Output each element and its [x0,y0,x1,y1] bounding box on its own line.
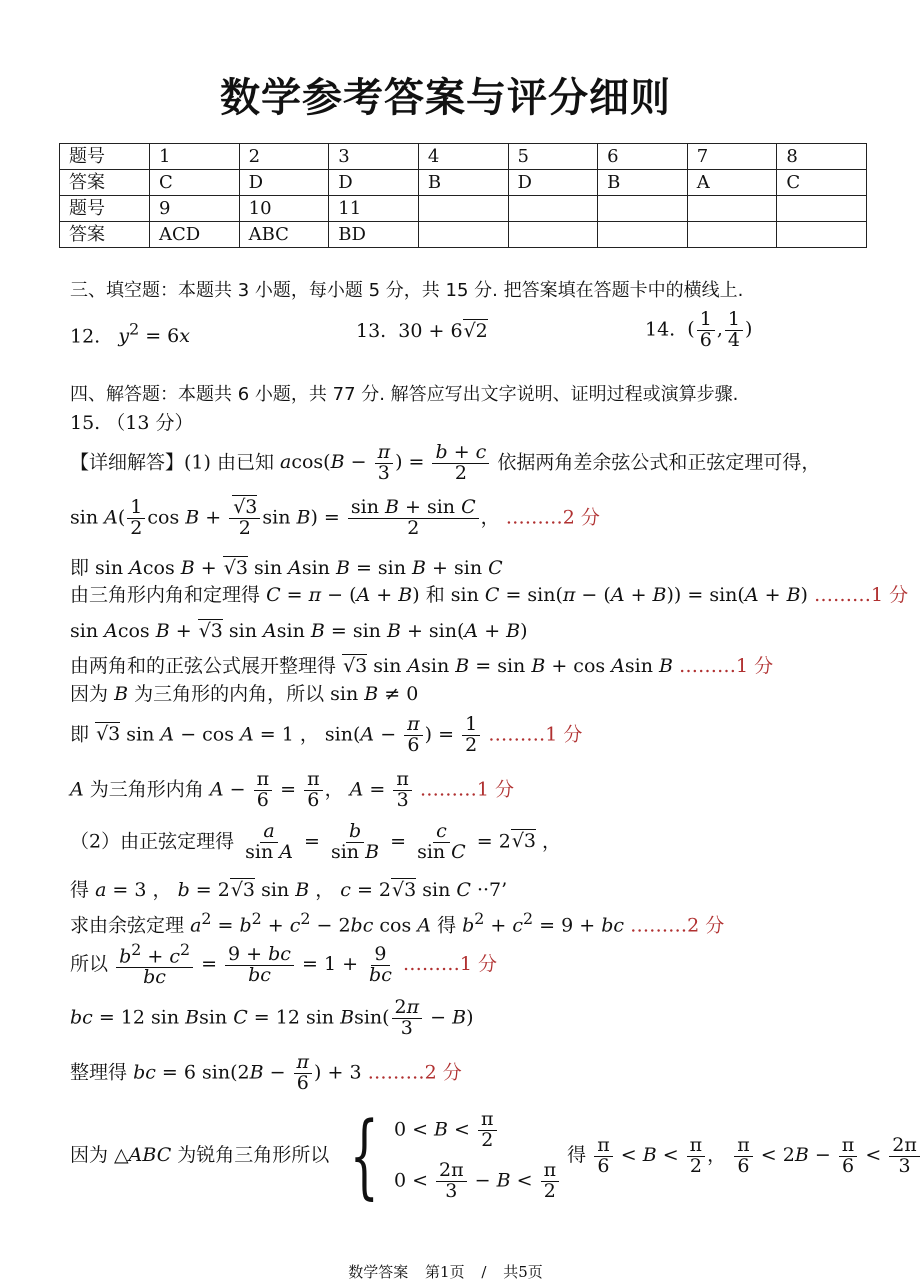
step-7: 因为 B 为三角形的内角，所以 sin B ≠ 0 [70,683,419,705]
step-8: 即 √3 sin A − cos A = 1 ， sin(A − $\frac{\pi}{6}$ ) = $\frac{1}{2}$ ………1 分 [70,713,583,756]
step-6: 由两角和的正弦公式展开整理得 √3 sin Asin B = sin B + cos Asin B ………1 分 [70,655,774,677]
table-cell [508,196,598,222]
table-row-header: 答案 [60,170,150,196]
table-cell [687,196,777,222]
table-cell: ABC [239,222,329,248]
table-cell: 10 [239,196,329,222]
table-cell: 4 [418,144,508,170]
step-3: 即 sin Acos B + √3 sin Asin B = sin B + sin C [70,557,503,579]
page-footer: 数学答案 第1页 / 共5页 [348,1263,543,1281]
table-cell: 5 [508,144,598,170]
q14-answer: ( $\frac{1}{6}$ , $\frac{1}{4}$ ) [681,308,753,351]
table-cell [508,222,598,248]
table-row-header: 题号 [60,144,150,170]
table-row-header: 答案 [60,222,150,248]
fill-answers-row [70,320,190,348]
table-cell: 9 [150,196,240,222]
table-cell: 7 [687,144,777,170]
table-cell: 8 [777,144,867,170]
table-cell [687,222,777,248]
q12-answer: $y^2 = 6x$ [118,320,190,348]
table-cell: 1 [150,144,240,170]
table-cell: 3 [329,144,419,170]
q14-number: 14. [645,318,676,341]
section3-heading: 三、填空题：本题共 3 小题，每小题 5 分，共 15 分. 把答案填在答题卡中的横线上. [70,280,744,301]
table-cell: D [329,170,419,196]
step-9: A 为三角形内角 A − $\frac{\pi}{6}$ = $\frac{\pi}{6}$ ， A = $\frac{\pi}{3}$ ………1 分 [70,768,515,811]
step-12: 求由余弦定理 $a^2 = b^2 + c^2 - 2bc$ cos A 得 $b^2 + c^2 = 9$ + bc ………2 分 [70,909,725,937]
q13-number: 13. [356,320,387,342]
table-cell: BD [329,222,419,248]
answer-table [59,143,867,248]
section4-heading: 四、解答题：本题共 6 小题，共 77 分. 解答应写出文字说明、证明过程或演算步骤. [70,384,739,405]
table-cell [598,196,688,222]
q12-number: 12. [70,325,101,348]
table-cell [418,222,508,248]
table-row [60,196,867,222]
step-2: sin A( $\frac{1}{2}$ cos B + $\frac{√3}{2}$ sin B) = $\frac{\text{sin B + sin C}}{2}$ ， ………2 分 [70,496,600,539]
case-system: 0 < B < $\frac{\pi}{2}$ 0 < $\frac{2\pi}{3}$ − B < $\frac{\pi}{2}$ [394,1110,561,1202]
step-15: 整理得 bc = 6 sin(2B − $\frac{\pi}{6}$ ) + 3 ………2 分 [70,1051,462,1094]
table-cell: 11 [329,196,419,222]
step-1: 【详细解答】(1) 由已知 acos(B − $\frac{\pi}{3}$ ) = $\frac{b + c}{2}$ 依据两角差余弦公式和正弦定理可得， [70,441,821,484]
table-cell: D [508,170,598,196]
step-14: bc = 12 sin Bsin C = 12 sin Bsin( $\frac{2\pi}{3}$ − B) [70,996,474,1039]
table-cell: ACD [150,222,240,248]
step-10: （2）由正弦定理得 $\frac{a}{\text{sin A}}$ = $\frac{b}{\text{sin B}}$ = $\frac{c}{\text{sin C}}$ = 2√3 ， [70,820,562,863]
step-13: 所以 $\frac{b^2 + c^2}{bc}$ = $\frac{9 + bc}{bc}$ = 1 + $\frac{9}{bc}$ ………1 分 [70,940,498,989]
table-cell: D [239,170,329,196]
table-cell: A [687,170,777,196]
q13-row [356,320,488,343]
page-title: 数学参考答案与评分细则 [220,75,671,121]
table-row [60,170,867,196]
table-cell [777,222,867,248]
step-11: 得 a = 3 ， b = 2√3 sin B ， c = 2√3 sin C ··7’ [70,879,508,901]
table-row [60,144,867,170]
table-cell: C [777,170,867,196]
step-16: 因为 △ABC 为锐角三角形所以 { 0 < B < $\frac{\pi}{2}$ 0 < $\frac{2\pi}{3}$ − B < $\frac{\pi}{2}$ 得 $\frac{\pi}{6}$ < B < $\frac{\pi}{2}$ ， $\frac{\pi}{6}$ < 2B − $\frac{\pi}{6}$ < $\frac{2\pi}{3}$ [70,1110,922,1202]
table-row [60,222,867,248]
q15-label: 15. （13 分） [70,412,194,434]
step-5: sin Acos B + √3 sin Asin B = sin B + sin(A + B) [70,620,528,642]
table-cell: 6 [598,144,688,170]
table-cell: B [418,170,508,196]
table-row-header: 题号 [60,196,150,222]
table-cell: 2 [239,144,329,170]
table-cell: B [598,170,688,196]
q13-answer: 30 + 6√2 [392,320,488,342]
table-cell [418,196,508,222]
table-cell [598,222,688,248]
step-4: 由三角形内角和定理得 C = π − (A + B) 和 sin C = sin(π − (A + B)) = sin(A + B) ………1 分 [70,584,909,606]
table-cell: C [150,170,240,196]
table-cell [777,196,867,222]
q14-row [645,310,752,351]
